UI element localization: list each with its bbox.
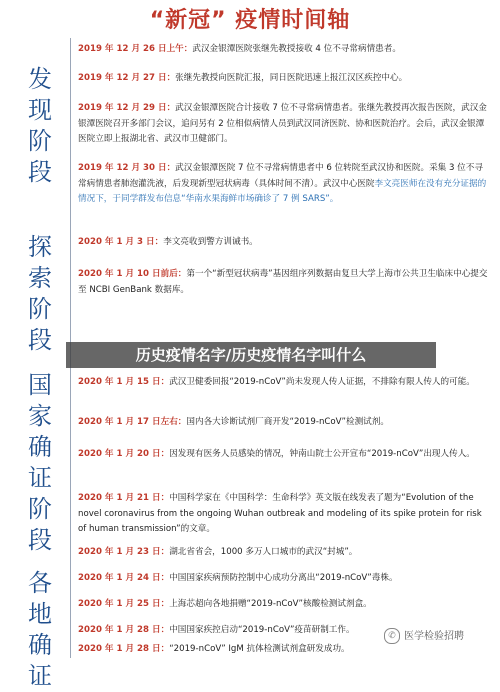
timeline-entry — [78, 71, 490, 87]
stage-char: 家 — [28, 402, 52, 430]
stage-char: 各 — [28, 569, 52, 597]
entry-date: 2019 年 12 月 26 日上午： — [78, 44, 193, 54]
stage-char: 国 — [28, 371, 52, 399]
stage-char: 探 — [28, 233, 52, 261]
timeline-entry — [78, 571, 490, 587]
stage-char: 索 — [28, 264, 52, 292]
timeline-entry — [78, 375, 490, 391]
timeline-entry — [78, 267, 490, 298]
entry-text: 上海芯超向各地捐赠“2019-nCoV”核酸检测试剂盒。 — [169, 599, 372, 609]
watermark — [384, 627, 494, 647]
entry-date: 2020 年 1 月 24 日： — [78, 573, 170, 583]
page-title — [0, 3, 500, 34]
stage-char: 阶 — [28, 495, 52, 523]
stage-char: 阶 — [28, 295, 52, 323]
entry-date: 2020 年 1 月 3 日： — [78, 237, 164, 247]
entry-text: 武汉卫健委回报“2019-nCoV”尚未发现人传人证据，不排除有限人传人的可能。 — [169, 377, 475, 387]
timeline-entry — [78, 235, 490, 251]
stage-discovery — [22, 64, 58, 188]
entry-text: 武汉金银潭医院 7 位不寻常病情患者中 6 位转院至武汉协和医院。采集 3 位不寻常病情患者肺泡灌洗液，后发现新型冠状病毒（具体时间不清）。武汉中心医院 — [78, 163, 483, 189]
stage-char: 确 — [28, 433, 52, 461]
stage-exploration — [22, 232, 58, 356]
stage-char: 确 — [28, 631, 52, 659]
entry-date: 2019 年 12 月 30 日： — [78, 163, 176, 173]
timeline-entry — [78, 415, 490, 431]
entry-date: 2020 年 1 月 17 日左右： — [78, 417, 187, 427]
stage-char: 段 — [28, 158, 52, 186]
stage-char: 阶 — [28, 127, 52, 155]
entry-text: 湖北省省会，1000 多万人口城市的武汉“封城”。 — [169, 547, 358, 557]
entry-text: 张继先教授向医院汇报，同日医院迅速上报江汉区疾控中心。 — [175, 73, 408, 83]
title-rest: 疫情时间轴 — [226, 8, 351, 33]
entry-text: 第一个“新型冠状病毒”基因组序列数据由复旦大学上海市公共卫生临床中心提交至 NCBI GenBank 数据库。 — [78, 269, 488, 295]
title-quote-close: ” — [211, 8, 227, 33]
entry-date: 2020 年 1 月 21 日： — [78, 493, 170, 503]
entry-highlight: 李文亮医师在没有充分证据的情况下，于同学群发布信息“华南水果海鲜市场确诊了 7 例 SARS”。 — [78, 178, 487, 204]
stage-char: 地 — [28, 600, 52, 628]
timeline-entry — [78, 597, 490, 613]
stage-char: 证 — [28, 662, 52, 690]
caption-banner — [66, 342, 436, 368]
timeline-entry — [78, 161, 490, 208]
entry-text: 国内各大诊断试剂厂商开发“2019-nCoV”检测试剂。 — [186, 417, 389, 427]
entry-text: 中国国家疾控启动“2019-nCoV”疫苗研制工作。 — [169, 625, 355, 635]
timeline-entry — [78, 545, 490, 561]
timeline-entry — [78, 42, 490, 58]
entry-date: 2020 年 1 月 20 日： — [78, 449, 170, 459]
entry-text: 中国科学家在《中国科学：生命科学》英文版在线发表了题为“Evolution of the novel coronavirus from the ongoing Wuhan outbreak and modeling of its spike protein for risk of human transmission”的文章。 — [78, 493, 482, 534]
timeline-entry — [78, 491, 490, 538]
stage-char: 段 — [28, 326, 52, 354]
stage-char: 现 — [28, 96, 52, 124]
entry-date: 2019 年 12 月 29 日： — [78, 103, 176, 113]
timeline-entry — [78, 447, 490, 463]
entry-date: 2020 年 1 月 23 日： — [78, 547, 170, 557]
entry-date: 2020 年 1 月 15 日： — [78, 377, 170, 387]
caption-banner-text: 历史疫情名字/历史疫情名字叫什么 — [135, 346, 367, 364]
entry-text: 中国国家疾病预防控制中心成功分离出“2019-nCoV”毒株。 — [169, 573, 398, 583]
entry-date: 2020 年 1 月 28 日： — [78, 644, 170, 654]
stage-national-confirmation — [22, 370, 58, 556]
entry-text: 因发现有医务人员感染的情况，钟南山院士公开宣布“2019-nCoV”出现人传人。 — [169, 449, 475, 459]
wechat-icon: ✆ — [384, 628, 400, 644]
stage-regional-confirmation — [22, 568, 58, 692]
watermark-text: 医学检验招聘 — [404, 631, 464, 642]
timeline-entry — [78, 101, 490, 148]
entry-date: 2020 年 1 月 10 日前后： — [78, 269, 187, 279]
title-word: 新冠 — [165, 8, 212, 33]
stage-char: 发 — [28, 65, 52, 93]
entry-text: 李文亮收到警方训诫书。 — [163, 237, 258, 247]
entry-date: 2020 年 1 月 25 日： — [78, 599, 170, 609]
title-quote-open: “ — [149, 8, 166, 33]
entry-text: 武汉金银潭医院张继先教授接收 4 位不寻常病情患者。 — [192, 44, 401, 54]
entry-text: 武汉金银潭医院合计接收 7 位不寻常病情患者。张继先教授再次报告医院，武汉金银潭医院召开多部门会议，追问另有 2 位相似病情人员到武汉同济医院、协和医院治疗。会后，武汉金银潭医院立即上报湖北省、武汉市卫健部门。 — [78, 103, 487, 144]
entry-text: “2019-nCoV” IgM 抗体检测试剂盒研发成功。 — [169, 644, 350, 654]
stage-char: 段 — [28, 526, 52, 554]
entry-date: 2020 年 1 月 28 日： — [78, 625, 170, 635]
entry-date: 2019 年 12 月 27 日： — [78, 73, 176, 83]
stage-char: 证 — [28, 464, 52, 492]
